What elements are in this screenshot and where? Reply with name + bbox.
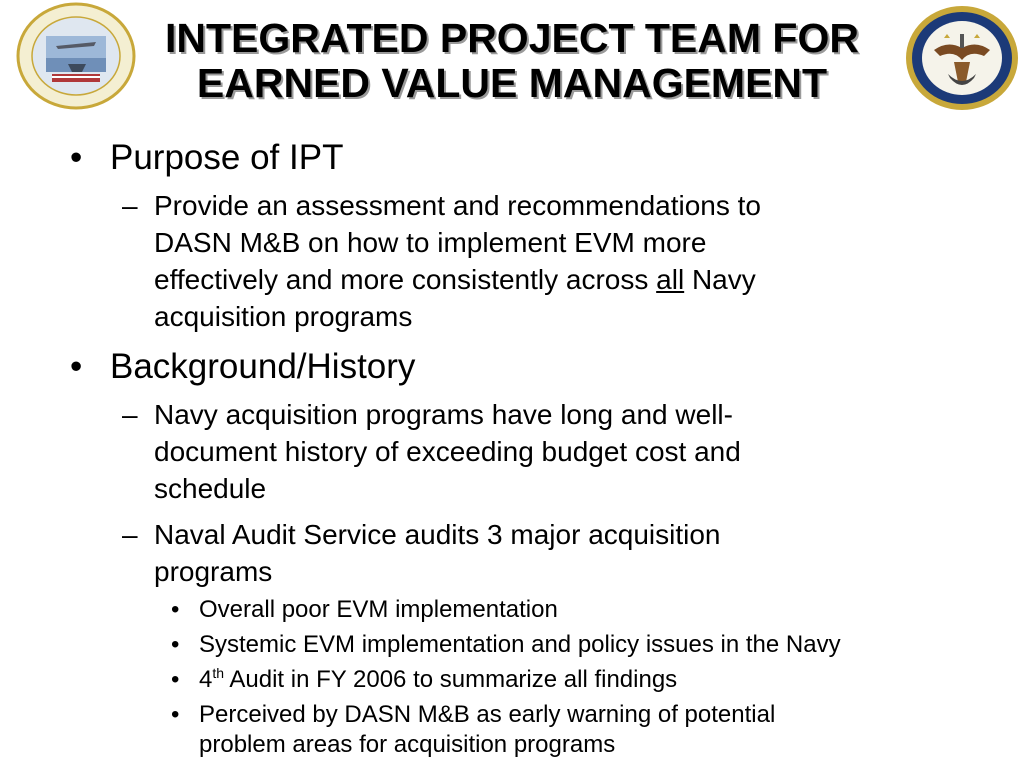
dash-mark: –: [122, 190, 138, 221]
title-line-1: INTEGRATED PROJECT TEAM FOR: [165, 15, 859, 61]
point-text: Systemic EVM implementation and policy issues in the Navy: [199, 631, 841, 658]
bullet-mark: •: [171, 596, 180, 623]
point-systemic-issues: [70, 630, 990, 660]
ordinal-suffix: th: [212, 665, 225, 681]
line: schedule: [154, 473, 267, 504]
bullet-label: Background/History: [110, 347, 416, 386]
sub-bullet-audit-service: [70, 516, 990, 590]
bullet-mark: •: [171, 631, 180, 658]
navy-seal-icon: [904, 4, 1020, 112]
point-text: Audit in FY 2006 to summarize all findings: [229, 666, 678, 693]
dash-mark: –: [122, 399, 138, 430]
slide-body: [70, 134, 990, 760]
title-line-2: EARNED VALUE MANAGEMENT: [196, 60, 828, 106]
line: effectively and more consistently across: [154, 264, 649, 295]
line: Provide an assessment and recommendations to: [154, 190, 761, 221]
bullet-purpose: [70, 138, 990, 178]
line: programs: [154, 556, 273, 587]
point-fourth-audit: [70, 665, 990, 695]
line: Naval Audit Service audits 3 major acquisition: [154, 519, 721, 550]
point-early-warning: [70, 700, 990, 760]
point-text: problem areas for acquisition programs: [199, 731, 616, 758]
point-text: Perceived by DASN M&B as early warning of potential: [199, 701, 776, 728]
sub-bullet-provide: [70, 187, 990, 335]
line: document history of exceeding budget cost and: [154, 436, 741, 467]
slide-title: [120, 16, 904, 106]
bullet-label: Purpose of IPT: [110, 138, 344, 177]
line: DASN M&B on how to implement EVM more: [154, 227, 707, 258]
assistant-secretary-seal-icon: [16, 2, 136, 110]
bullet-mark: •: [70, 138, 83, 177]
sub-bullet-navy-programs: [70, 396, 990, 507]
bullet-mark: •: [171, 666, 180, 693]
point-number: 4: [199, 666, 213, 693]
bullet-mark: •: [70, 347, 83, 386]
dash-mark: –: [122, 519, 138, 550]
bullet-background: [70, 347, 990, 387]
line: acquisition programs: [154, 301, 413, 332]
line: Navy acquisition programs have long and well-: [154, 399, 733, 430]
underlined-word: all: [656, 264, 685, 295]
bullet-mark: •: [171, 701, 180, 728]
point-poor-evm: [70, 595, 990, 625]
line: Navy: [691, 264, 756, 295]
point-text: Overall poor EVM implementation: [199, 596, 558, 623]
